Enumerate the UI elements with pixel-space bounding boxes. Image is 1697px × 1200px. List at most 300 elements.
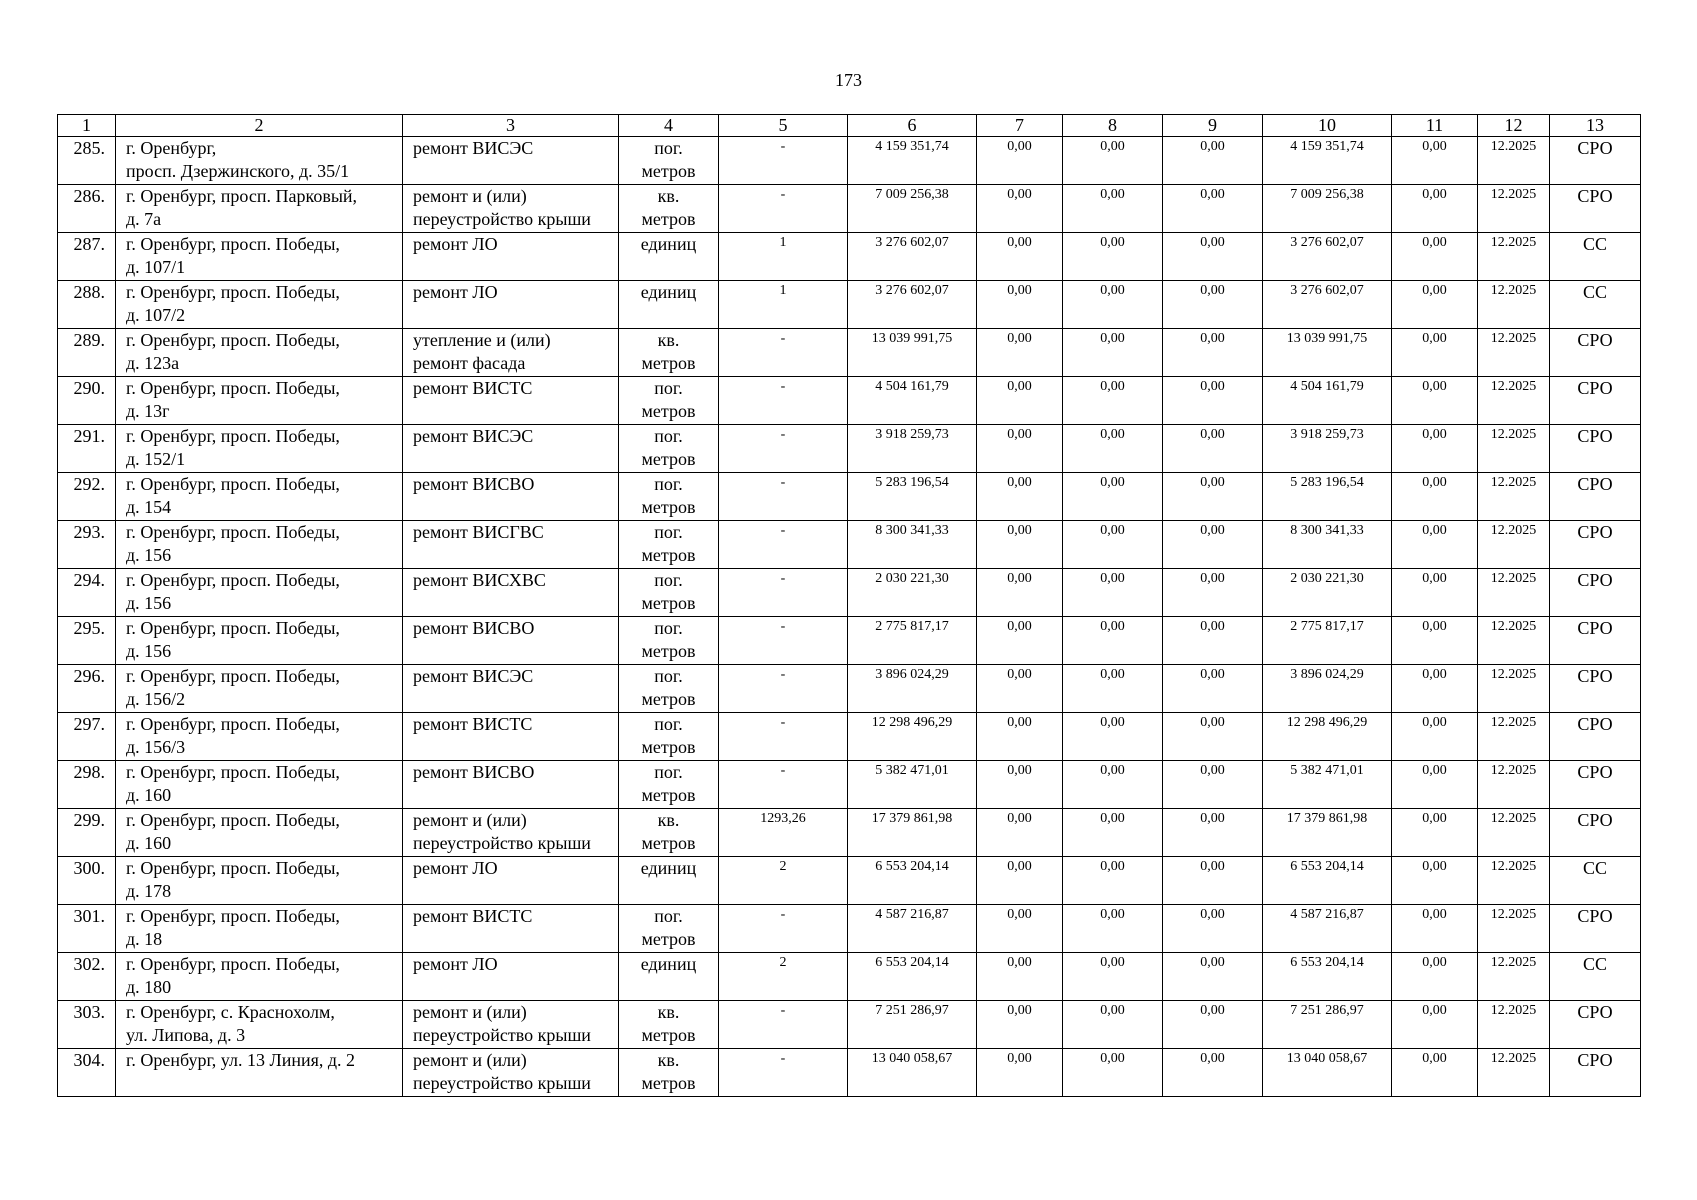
work-type-line: ремонт ВИСЭС bbox=[413, 426, 534, 446]
unit-line: пог. bbox=[654, 522, 683, 542]
financing-type: СРО bbox=[1550, 425, 1641, 473]
col10-value: 13 039 991,75 bbox=[1263, 329, 1392, 377]
column-header-8: 8 bbox=[1063, 115, 1163, 137]
quantity: 1 bbox=[719, 281, 848, 329]
col8-value: 0,00 bbox=[1063, 665, 1163, 713]
completion-date: 12.2025 bbox=[1478, 473, 1550, 521]
address-line: г. Оренбург, просп. Победы, bbox=[126, 378, 340, 398]
col11-value: 0,00 bbox=[1392, 905, 1478, 953]
unit-line: метров bbox=[641, 209, 696, 229]
work-type bbox=[403, 473, 619, 521]
work-type-line: ремонт ВИСТС bbox=[413, 378, 533, 398]
work-type-line: ремонт ВИСТС bbox=[413, 714, 533, 734]
unit-line bbox=[621, 880, 716, 903]
column-header-3: 3 bbox=[403, 115, 619, 137]
col9-value: 0,00 bbox=[1163, 425, 1263, 473]
financing-type: СРО bbox=[1550, 329, 1641, 377]
unit-line: кв. bbox=[657, 810, 680, 830]
col11-value: 0,00 bbox=[1392, 1049, 1478, 1097]
table-row bbox=[58, 713, 1641, 761]
total-cost: 3 276 602,07 bbox=[848, 281, 977, 329]
col10-value: 8 300 341,33 bbox=[1263, 521, 1392, 569]
unit-line: метров bbox=[641, 833, 696, 853]
work-type bbox=[403, 953, 619, 1001]
financing-type: СС bbox=[1550, 281, 1641, 329]
work-type bbox=[403, 857, 619, 905]
quantity: - bbox=[719, 329, 848, 377]
unit-line: пог. bbox=[654, 378, 683, 398]
col9-value: 0,00 bbox=[1163, 953, 1263, 1001]
total-cost: 3 896 024,29 bbox=[848, 665, 977, 713]
unit-line: пог. bbox=[654, 474, 683, 494]
work-type bbox=[403, 281, 619, 329]
unit-line: пог. bbox=[654, 906, 683, 926]
financing-type: СРО bbox=[1550, 1001, 1641, 1049]
column-header-6: 6 bbox=[848, 115, 977, 137]
col11-value: 0,00 bbox=[1392, 233, 1478, 281]
unit bbox=[619, 425, 719, 473]
work-type-line: ремонт ВИСЭС bbox=[413, 666, 534, 686]
address-line: д. 160 bbox=[126, 785, 172, 805]
unit-line: пог. bbox=[654, 666, 683, 686]
col11-value: 0,00 bbox=[1392, 713, 1478, 761]
address-line: г. Оренбург, ул. 13 Линия, д. 2 bbox=[126, 1050, 356, 1070]
address-line: г. Оренбург, просп. Победы, bbox=[126, 282, 340, 302]
total-cost: 4 159 351,74 bbox=[848, 137, 977, 185]
work-type-line: ремонт и (или) bbox=[413, 1050, 527, 1070]
col11-value: 0,00 bbox=[1392, 137, 1478, 185]
col9-value: 0,00 bbox=[1163, 857, 1263, 905]
address-line: д. 156/3 bbox=[126, 737, 186, 757]
unit bbox=[619, 233, 719, 281]
row-number: 289. bbox=[58, 329, 116, 377]
address bbox=[116, 521, 403, 569]
completion-date: 12.2025 bbox=[1478, 665, 1550, 713]
unit bbox=[619, 617, 719, 665]
col7-value: 0,00 bbox=[977, 233, 1063, 281]
work-type-line bbox=[413, 784, 616, 807]
work-type bbox=[403, 761, 619, 809]
unit-line: метров bbox=[641, 689, 696, 709]
completion-date: 12.2025 bbox=[1478, 521, 1550, 569]
unit bbox=[619, 857, 719, 905]
column-number-row bbox=[58, 115, 1641, 137]
column-header-7: 7 bbox=[977, 115, 1063, 137]
row-number: 288. bbox=[58, 281, 116, 329]
address bbox=[116, 281, 403, 329]
unit-line: пог. bbox=[654, 618, 683, 638]
financing-type: СРО bbox=[1550, 713, 1641, 761]
unit-line: пог. bbox=[654, 570, 683, 590]
address-line: г. Оренбург, просп. Победы, bbox=[126, 522, 340, 542]
work-type-line: ремонт ВИСЭС bbox=[413, 138, 534, 158]
quantity: - bbox=[719, 1001, 848, 1049]
table-row bbox=[58, 569, 1641, 617]
unit bbox=[619, 905, 719, 953]
work-type bbox=[403, 1001, 619, 1049]
quantity: - bbox=[719, 425, 848, 473]
table-row bbox=[58, 329, 1641, 377]
unit-line bbox=[621, 976, 716, 999]
unit-line: пог. bbox=[654, 762, 683, 782]
work-type bbox=[403, 665, 619, 713]
col10-value: 12 298 496,29 bbox=[1263, 713, 1392, 761]
financing-type: СС bbox=[1550, 233, 1641, 281]
address-line: г. Оренбург, просп. Победы, bbox=[126, 330, 340, 350]
address bbox=[116, 425, 403, 473]
work-type-line bbox=[413, 304, 616, 327]
work-type bbox=[403, 329, 619, 377]
quantity: - bbox=[719, 377, 848, 425]
col11-value: 0,00 bbox=[1392, 809, 1478, 857]
work-type bbox=[403, 569, 619, 617]
col9-value: 0,00 bbox=[1163, 713, 1263, 761]
col7-value: 0,00 bbox=[977, 1001, 1063, 1049]
work-type bbox=[403, 185, 619, 233]
col10-value: 2 030 221,30 bbox=[1263, 569, 1392, 617]
address-line: д. 156/2 bbox=[126, 689, 186, 709]
quantity: - bbox=[719, 761, 848, 809]
unit-line: метров bbox=[641, 1025, 696, 1045]
address-line: д. 7а bbox=[126, 209, 162, 229]
completion-date: 12.2025 bbox=[1478, 137, 1550, 185]
capital-repair-table bbox=[57, 114, 1641, 1097]
col7-value: 0,00 bbox=[977, 809, 1063, 857]
work-type-line: переустройство крыши bbox=[413, 1073, 591, 1093]
unit-line: единиц bbox=[640, 282, 697, 302]
col7-value: 0,00 bbox=[977, 1049, 1063, 1097]
completion-date: 12.2025 bbox=[1478, 569, 1550, 617]
col11-value: 0,00 bbox=[1392, 1001, 1478, 1049]
quantity: - bbox=[719, 665, 848, 713]
col9-value: 0,00 bbox=[1163, 1049, 1263, 1097]
table-row bbox=[58, 953, 1641, 1001]
quantity: - bbox=[719, 185, 848, 233]
unit-line: метров bbox=[641, 497, 696, 517]
address bbox=[116, 569, 403, 617]
table-row bbox=[58, 1001, 1641, 1049]
col8-value: 0,00 bbox=[1063, 521, 1163, 569]
work-type bbox=[403, 377, 619, 425]
work-type-line: ремонт и (или) bbox=[413, 186, 527, 206]
address bbox=[116, 137, 403, 185]
work-type-line bbox=[413, 928, 616, 951]
work-type-line: ремонт и (или) bbox=[413, 1002, 527, 1022]
completion-date: 12.2025 bbox=[1478, 857, 1550, 905]
col9-value: 0,00 bbox=[1163, 1001, 1263, 1049]
total-cost: 3 918 259,73 bbox=[848, 425, 977, 473]
table-row bbox=[58, 137, 1641, 185]
col8-value: 0,00 bbox=[1063, 233, 1163, 281]
table-row bbox=[58, 233, 1641, 281]
col9-value: 0,00 bbox=[1163, 809, 1263, 857]
col11-value: 0,00 bbox=[1392, 473, 1478, 521]
col9-value: 0,00 bbox=[1163, 233, 1263, 281]
row-number: 301. bbox=[58, 905, 116, 953]
work-type-line: ремонт ВИСХВС bbox=[413, 570, 546, 590]
work-type-line: ремонт фасада bbox=[413, 353, 526, 373]
col8-value: 0,00 bbox=[1063, 569, 1163, 617]
unit bbox=[619, 137, 719, 185]
col10-value: 3 896 024,29 bbox=[1263, 665, 1392, 713]
address bbox=[116, 665, 403, 713]
table-row bbox=[58, 473, 1641, 521]
unit-line: единиц bbox=[640, 858, 697, 878]
work-type-line bbox=[413, 880, 616, 903]
table-row bbox=[58, 665, 1641, 713]
unit-line: кв. bbox=[657, 1002, 680, 1022]
column-header-2: 2 bbox=[116, 115, 403, 137]
col8-value: 0,00 bbox=[1063, 185, 1163, 233]
work-type-line: ремонт ВИСТС bbox=[413, 906, 533, 926]
financing-type: СРО bbox=[1550, 185, 1641, 233]
quantity: - bbox=[719, 713, 848, 761]
work-type-line: ремонт ЛО bbox=[413, 234, 498, 254]
col10-value: 5 382 471,01 bbox=[1263, 761, 1392, 809]
col7-value: 0,00 bbox=[977, 761, 1063, 809]
financing-type: СС bbox=[1550, 953, 1641, 1001]
work-type-line: ремонт ВИСВО bbox=[413, 474, 535, 494]
table-row bbox=[58, 1049, 1641, 1097]
address bbox=[116, 905, 403, 953]
unit bbox=[619, 185, 719, 233]
address-line: д. 107/1 bbox=[126, 257, 186, 277]
col7-value: 0,00 bbox=[977, 905, 1063, 953]
quantity: - bbox=[719, 473, 848, 521]
col10-value: 17 379 861,98 bbox=[1263, 809, 1392, 857]
col7-value: 0,00 bbox=[977, 665, 1063, 713]
work-type-line bbox=[413, 640, 616, 663]
total-cost: 5 283 196,54 bbox=[848, 473, 977, 521]
row-number: 297. bbox=[58, 713, 116, 761]
col9-value: 0,00 bbox=[1163, 137, 1263, 185]
col10-value: 3 918 259,73 bbox=[1263, 425, 1392, 473]
col8-value: 0,00 bbox=[1063, 761, 1163, 809]
unit-line: метров bbox=[641, 161, 696, 181]
address-line: просп. Дзержинского, д. 35/1 bbox=[126, 161, 350, 181]
work-type bbox=[403, 233, 619, 281]
work-type-line bbox=[413, 160, 616, 183]
unit-line: метров bbox=[641, 929, 696, 949]
completion-date: 12.2025 bbox=[1478, 425, 1550, 473]
unit bbox=[619, 377, 719, 425]
work-type-line: утепление и (или) bbox=[413, 330, 551, 350]
col10-value: 5 283 196,54 bbox=[1263, 473, 1392, 521]
quantity: 1293,26 bbox=[719, 809, 848, 857]
address-line: д. 156 bbox=[126, 641, 172, 661]
address-line: г. Оренбург, просп. Победы, bbox=[126, 810, 340, 830]
col10-value: 3 276 602,07 bbox=[1263, 281, 1392, 329]
row-number: 285. bbox=[58, 137, 116, 185]
completion-date: 12.2025 bbox=[1478, 1001, 1550, 1049]
completion-date: 12.2025 bbox=[1478, 281, 1550, 329]
unit-line: метров bbox=[641, 1073, 696, 1093]
work-type-line: переустройство крыши bbox=[413, 833, 591, 853]
row-number: 298. bbox=[58, 761, 116, 809]
col10-value: 6 553 204,14 bbox=[1263, 857, 1392, 905]
financing-type: СРО bbox=[1550, 809, 1641, 857]
col8-value: 0,00 bbox=[1063, 809, 1163, 857]
col10-value: 4 504 161,79 bbox=[1263, 377, 1392, 425]
address-line: д. 13г bbox=[126, 401, 170, 421]
col11-value: 0,00 bbox=[1392, 521, 1478, 569]
address-line: д. 18 bbox=[126, 929, 163, 949]
work-type-line: ремонт ВИСВО bbox=[413, 762, 535, 782]
unit-line: метров bbox=[641, 401, 696, 421]
col9-value: 0,00 bbox=[1163, 761, 1263, 809]
col10-value: 2 775 817,17 bbox=[1263, 617, 1392, 665]
work-type-line: ремонт ЛО bbox=[413, 282, 498, 302]
col11-value: 0,00 bbox=[1392, 329, 1478, 377]
work-type bbox=[403, 137, 619, 185]
total-cost: 6 553 204,14 bbox=[848, 857, 977, 905]
unit bbox=[619, 473, 719, 521]
work-type-line bbox=[413, 544, 616, 567]
unit-line bbox=[621, 304, 716, 327]
col9-value: 0,00 bbox=[1163, 665, 1263, 713]
col10-value: 7 251 286,97 bbox=[1263, 1001, 1392, 1049]
address bbox=[116, 329, 403, 377]
work-type-line: ремонт ЛО bbox=[413, 954, 498, 974]
financing-type: СРО bbox=[1550, 521, 1641, 569]
financing-type: СРО bbox=[1550, 905, 1641, 953]
col8-value: 0,00 bbox=[1063, 425, 1163, 473]
address bbox=[116, 809, 403, 857]
col11-value: 0,00 bbox=[1392, 953, 1478, 1001]
address bbox=[116, 233, 403, 281]
work-type bbox=[403, 425, 619, 473]
col8-value: 0,00 bbox=[1063, 713, 1163, 761]
total-cost: 8 300 341,33 bbox=[848, 521, 977, 569]
row-number: 300. bbox=[58, 857, 116, 905]
total-cost: 17 379 861,98 bbox=[848, 809, 977, 857]
col11-value: 0,00 bbox=[1392, 425, 1478, 473]
unit-line: метров bbox=[641, 545, 696, 565]
work-type bbox=[403, 713, 619, 761]
col7-value: 0,00 bbox=[977, 281, 1063, 329]
table-body bbox=[58, 137, 1641, 1097]
col7-value: 0,00 bbox=[977, 473, 1063, 521]
address bbox=[116, 1001, 403, 1049]
work-type-line: переустройство крыши bbox=[413, 1025, 591, 1045]
column-header-13: 13 bbox=[1550, 115, 1641, 137]
col8-value: 0,00 bbox=[1063, 473, 1163, 521]
unit-line: кв. bbox=[657, 330, 680, 350]
work-type-line bbox=[413, 976, 616, 999]
table-row bbox=[58, 521, 1641, 569]
col7-value: 0,00 bbox=[977, 521, 1063, 569]
financing-type: СРО bbox=[1550, 137, 1641, 185]
col7-value: 0,00 bbox=[977, 953, 1063, 1001]
address-line: д. 160 bbox=[126, 833, 172, 853]
table-row bbox=[58, 617, 1641, 665]
col7-value: 0,00 bbox=[977, 713, 1063, 761]
work-type-line bbox=[413, 496, 616, 519]
unit-line: пог. bbox=[654, 138, 683, 158]
row-number: 291. bbox=[58, 425, 116, 473]
completion-date: 12.2025 bbox=[1478, 713, 1550, 761]
unit bbox=[619, 329, 719, 377]
col11-value: 0,00 bbox=[1392, 569, 1478, 617]
column-header-10: 10 bbox=[1263, 115, 1392, 137]
total-cost: 6 553 204,14 bbox=[848, 953, 977, 1001]
total-cost: 5 382 471,01 bbox=[848, 761, 977, 809]
row-number: 299. bbox=[58, 809, 116, 857]
address-line: г. Оренбург, просп. Победы, bbox=[126, 426, 340, 446]
column-header-11: 11 bbox=[1392, 115, 1478, 137]
unit bbox=[619, 809, 719, 857]
completion-date: 12.2025 bbox=[1478, 1049, 1550, 1097]
work-type bbox=[403, 617, 619, 665]
total-cost: 12 298 496,29 bbox=[848, 713, 977, 761]
quantity: - bbox=[719, 905, 848, 953]
financing-type: СРО bbox=[1550, 761, 1641, 809]
address-line: г. Оренбург, просп. Победы, bbox=[126, 858, 340, 878]
col10-value: 4 587 216,87 bbox=[1263, 905, 1392, 953]
col7-value: 0,00 bbox=[977, 857, 1063, 905]
col11-value: 0,00 bbox=[1392, 185, 1478, 233]
unit-line: пог. bbox=[654, 714, 683, 734]
address-line: д. 180 bbox=[126, 977, 172, 997]
total-cost: 2 775 817,17 bbox=[848, 617, 977, 665]
unit bbox=[619, 713, 719, 761]
unit bbox=[619, 1001, 719, 1049]
address-line: г. Оренбург, просп. Парковый, bbox=[126, 186, 358, 206]
address-line: г. Оренбург, просп. Победы, bbox=[126, 570, 340, 590]
row-number: 286. bbox=[58, 185, 116, 233]
total-cost: 7 251 286,97 bbox=[848, 1001, 977, 1049]
quantity: - bbox=[719, 137, 848, 185]
col9-value: 0,00 bbox=[1163, 185, 1263, 233]
financing-type: СРО bbox=[1550, 1049, 1641, 1097]
work-type-line bbox=[413, 256, 616, 279]
address bbox=[116, 857, 403, 905]
col7-value: 0,00 bbox=[977, 185, 1063, 233]
col7-value: 0,00 bbox=[977, 569, 1063, 617]
address-line: г. Оренбург, просп. Победы, bbox=[126, 762, 340, 782]
address-line: д. 156 bbox=[126, 593, 172, 613]
unit-line: метров bbox=[641, 785, 696, 805]
row-number: 296. bbox=[58, 665, 116, 713]
work-type-line bbox=[413, 592, 616, 615]
row-number: 287. bbox=[58, 233, 116, 281]
address-line: г. Оренбург, просп. Победы, bbox=[126, 954, 340, 974]
col9-value: 0,00 bbox=[1163, 905, 1263, 953]
address-line: ул. Липова, д. 3 bbox=[126, 1025, 246, 1045]
completion-date: 12.2025 bbox=[1478, 905, 1550, 953]
col7-value: 0,00 bbox=[977, 329, 1063, 377]
unit bbox=[619, 281, 719, 329]
col10-value: 7 009 256,38 bbox=[1263, 185, 1392, 233]
address bbox=[116, 953, 403, 1001]
table-row bbox=[58, 905, 1641, 953]
address-line: д. 152/1 bbox=[126, 449, 186, 469]
column-header-5: 5 bbox=[719, 115, 848, 137]
address-line: г. Оренбург, просп. Победы, bbox=[126, 906, 340, 926]
completion-date: 12.2025 bbox=[1478, 233, 1550, 281]
unit bbox=[619, 1049, 719, 1097]
col11-value: 0,00 bbox=[1392, 617, 1478, 665]
col8-value: 0,00 bbox=[1063, 377, 1163, 425]
work-type-line bbox=[413, 688, 616, 711]
address bbox=[116, 761, 403, 809]
col10-value: 3 276 602,07 bbox=[1263, 233, 1392, 281]
total-cost: 4 587 216,87 bbox=[848, 905, 977, 953]
total-cost: 13 040 058,67 bbox=[848, 1049, 977, 1097]
col7-value: 0,00 bbox=[977, 617, 1063, 665]
col11-value: 0,00 bbox=[1392, 857, 1478, 905]
quantity: 2 bbox=[719, 857, 848, 905]
